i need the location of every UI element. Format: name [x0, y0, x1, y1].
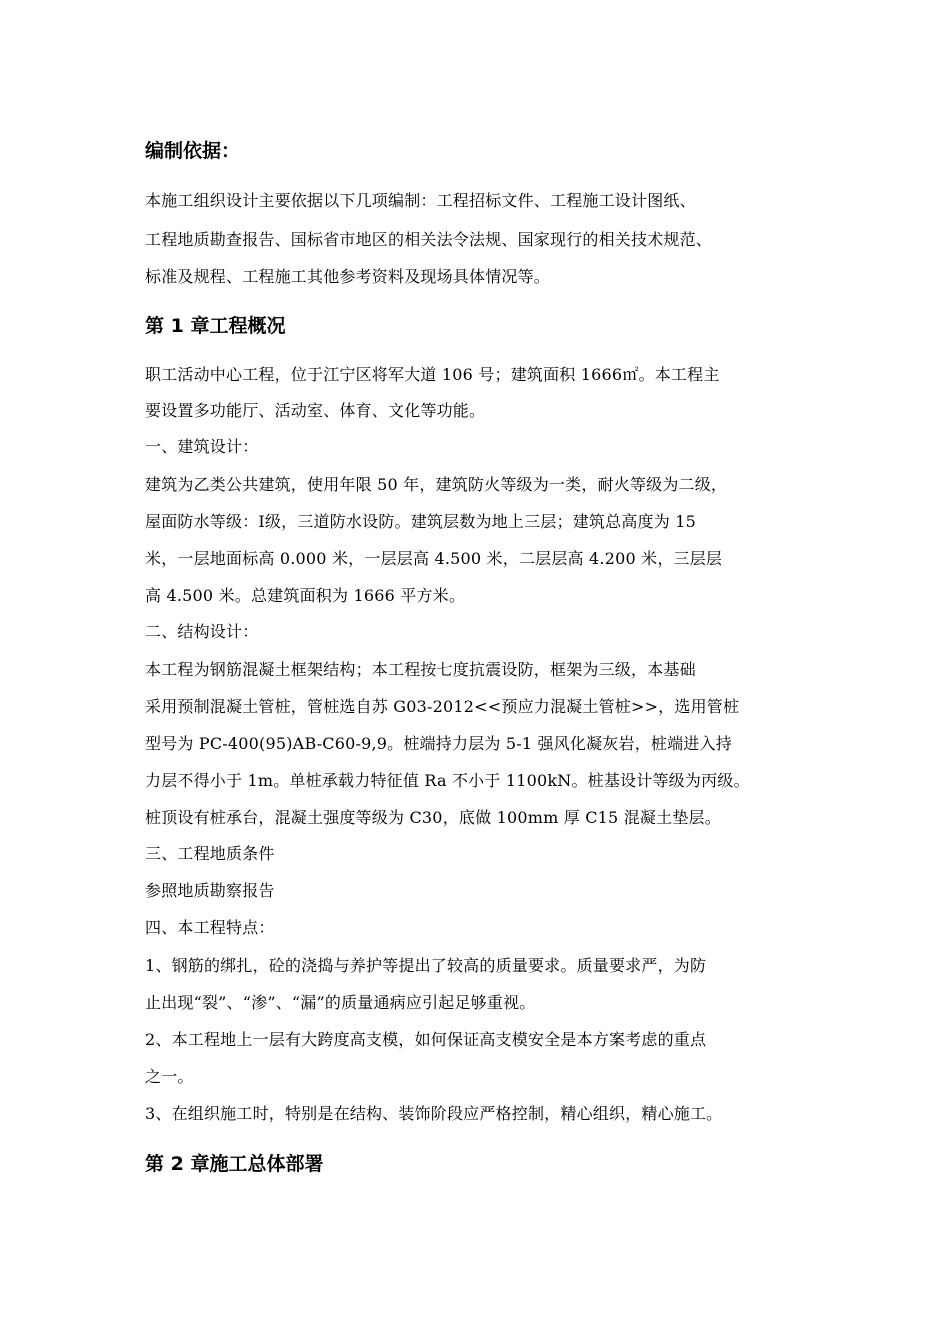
features-line-2: 止出现“裂”、“渗”、“漏”的质量通病应引起足够重视。: [145, 993, 536, 1012]
architecture-line-4: 高 4.500 米。总建筑面积为 1666 平方米。: [145, 586, 466, 605]
structure-line-5: 桩顶设有桩承台，混凝土强度等级为 C30，底做 100mm 厚 C15 混凝土垫层。: [145, 808, 721, 827]
basis-line-2: 工程地质勘查报告、国标省市地区的相关法令法规、国家现行的相关技术规范、: [145, 230, 713, 249]
chapter-1-intro-line-1: 职工活动中心工程，位于江宁区将军大道 106 号；建筑面积 1666㎡。本工程主: [145, 365, 720, 384]
architecture-section-title: 一、建筑设计：: [145, 437, 259, 456]
structure-line-4: 力层不得小于 1m。单桩承载力特征值 Ra 不小于 1100kN。桩基设计等级为丙级。: [145, 771, 750, 790]
structure-line-3: 型号为 PC-400(95)AB-C60-9,9。桩端持力层为 5-1 强风化凝灰岩，桩端进入持: [145, 734, 732, 753]
features-line-4: 之一。: [145, 1067, 194, 1086]
architecture-line-3: 米，一层地面标高 0.000 米，一层层高 4.500 米，二层层高 4.200 米，三层层: [145, 549, 723, 568]
basis-line-1: 本施工组织设计主要依据以下几项编制：工程招标文件、工程施工设计图纸、: [145, 191, 696, 210]
basis-heading: 编制依据：: [145, 140, 241, 162]
features-line-5: 3、在组织施工时，特别是在结构、装饰阶段应严格控制，精心组织，精心施工。: [145, 1104, 723, 1123]
structure-line-1: 本工程为钢筋混凝土框架结构；本工程按七度抗震设防，框架为三级，本基础: [145, 660, 696, 679]
features-section-title: 四、本工程特点：: [145, 918, 275, 937]
features-line-3: 2、本工程地上一层有大跨度高支模，如何保证高支模安全是本方案考虑的重点: [145, 1030, 707, 1049]
chapter-1-heading: 第 1 章工程概况: [145, 315, 286, 337]
structure-line-2: 采用预制混凝土管桩，管桩选自苏 G03-2012<<预应力混凝土管桩>>，选用管桩: [145, 697, 740, 716]
basis-line-3: 标准及规程、工程施工其他参考资料及现场具体情况等。: [145, 267, 551, 286]
geology-text: 参照地质勘察报告: [145, 881, 275, 900]
features-line-1: 1、钢筋的绑扎，砼的浇捣与养护等提出了较高的质量要求。质量要求严，为防: [145, 956, 707, 975]
geology-section-title: 三、工程地质条件: [145, 844, 275, 863]
structure-section-title: 二、结构设计：: [145, 622, 259, 641]
chapter-2-heading: 第 2 章施工总体部署: [145, 1153, 324, 1175]
architecture-line-2: 屋面防水等级：Ⅰ级，三道防水设防。建筑层数为地上三层；建筑总高度为 15: [145, 512, 696, 531]
architecture-line-1: 建筑为乙类公共建筑，使用年限 50 年，建筑防火等级为一类，耐火等级为二级，: [145, 475, 728, 494]
chapter-1-intro-line-2: 要设置多功能厅、活动室、体育、文化等功能。: [145, 401, 486, 420]
